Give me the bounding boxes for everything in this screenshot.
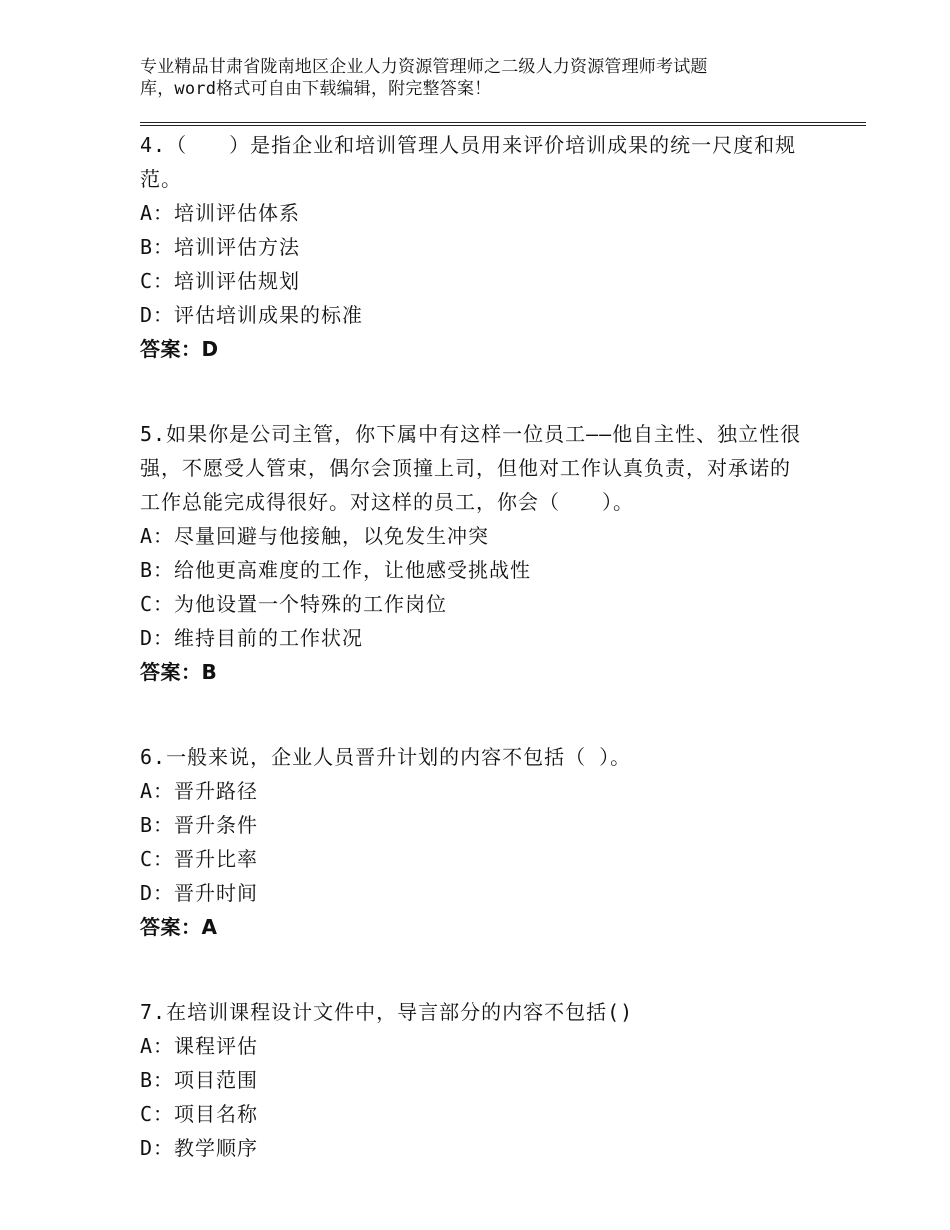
question-list (140, 128, 810, 1165)
question-4 (140, 128, 810, 366)
question-text: 4.（ ）是指企业和培训管理人员用来评价培训成果的统一尺度和规范。 (140, 133, 797, 191)
option-d: D：评估培训成果的标准 (140, 303, 364, 327)
answer: 答案：D (140, 337, 219, 361)
option-c: C：晋升比率 (140, 847, 259, 871)
answer: 答案：A (140, 915, 218, 939)
header-line-1: 专业精品甘肃省陇南地区企业人力资源管理师之二级人力资源管理师考试题 (140, 57, 708, 77)
document-header (140, 56, 820, 100)
option-b: B：晋升条件 (140, 813, 259, 837)
option-a: A：晋升路径 (140, 779, 259, 803)
question-5 (140, 417, 810, 689)
option-c: C：项目名称 (140, 1102, 259, 1126)
option-c: C：培训评估规划 (140, 269, 301, 293)
option-d: D：晋升时间 (140, 881, 259, 905)
option-a: A：课程评估 (140, 1034, 259, 1058)
option-b: B：培训评估方法 (140, 235, 301, 259)
header-rule-top (140, 122, 866, 123)
question-text: 5.如果你是公司主管，你下属中有这样一位员工——他自主性、独立性很强，不愿受人管束，偶尔会顶撞上司，但他对工作认真负责，对承诺的工作总能完成得很好。对这样的员工，你会（ ）。 (140, 422, 802, 514)
question-text: 6.一般来说，企业人员晋升计划的内容不包括（ ）。 (140, 745, 632, 769)
question-7 (140, 995, 810, 1165)
spacer (140, 366, 810, 417)
question-text: 7.在培训课程设计文件中，导言部分的内容不包括() (140, 1000, 634, 1024)
option-a: A：培训评估体系 (140, 201, 301, 225)
spacer (140, 689, 810, 740)
spacer (140, 944, 810, 995)
option-d: D：维持目前的工作状况 (140, 626, 364, 650)
header-rule-bottom (140, 125, 866, 126)
question-6 (140, 740, 810, 944)
option-c: C：为他设置一个特殊的工作岗位 (140, 592, 448, 616)
answer: 答案：B (140, 660, 218, 684)
header-line-2: 库，word格式可自由下载编辑，附完整答案！ (140, 79, 492, 99)
option-d: D：教学顺序 (140, 1136, 259, 1160)
option-a: A：尽量回避与他接触，以免发生冲突 (140, 524, 490, 548)
option-b: B：项目范围 (140, 1068, 259, 1092)
option-b: B：给他更高难度的工作，让他感受挑战性 (140, 558, 532, 582)
